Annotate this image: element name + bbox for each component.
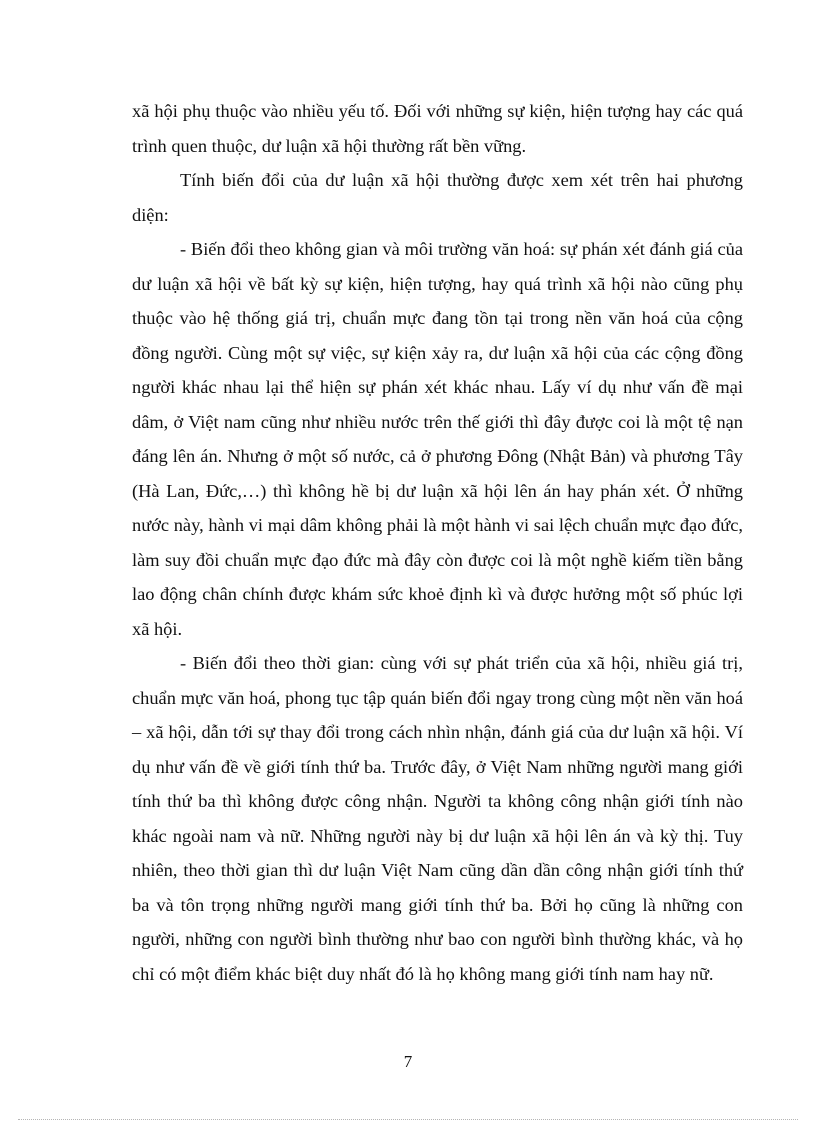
page-number: 7 <box>403 1052 413 1071</box>
paragraph-intro: Tính biến đổi của dư luận xã hội thường được xem xét trên hai phương diện: <box>132 170 743 225</box>
page-bottom-divider <box>18 1119 798 1120</box>
paragraph-continuation: xã hội phụ thuộc vào nhiều yếu tố. Đối với những sự kiện, hiện tượng hay các quá trình quen thuộc, dư luận xã hội thường rất bền vững. <box>132 101 743 156</box>
paragraph-time: - Biến đổi theo thời gian: cùng với sự phát triển của xã hội, nhiều giá trị, chuẩn mực văn hoá, phong tục tập quán biến đổi ngay trong cùng một nền văn hoá – xã hội, dẫn tới sự thay đổi trong cách nhìn nhận, đánh giá của dư luận xã hội. Ví dụ như vấn đề về giới tính thứ ba. Trước đây, ở Việt Nam những người mang giới tính thứ ba thì không được công nhận. Người ta không công nhận giới tính nào khác ngoài nam và nữ. Những người này bị dư luận xã hội lên án và kỳ thị. Tuy nhiên, theo thời gian thì dư luận Việt Nam cũng dần dần công nhận giới tính thứ ba và tôn trọng những người mang giới tính thứ ba. Bởi họ cũng là những con người, những con người bình thường như bao con người bình thường khác, và họ chỉ có một điểm khác biệt duy nhất đó là họ không mang giới tính nam hay nữ. <box>132 653 743 984</box>
body-text <box>132 94 743 991</box>
paragraph-space-culture: - Biến đổi theo không gian và môi trường văn hoá: sự phán xét đánh giá của dư luận xã hội về bất kỳ sự kiện, hiện tượng, hay quá trình xã hội nào cũng phụ thuộc vào hệ thống giá trị, chuẩn mực đang tồn tại trong nền văn hoá của cộng đồng người. Cùng một sự việc, sự kiện xảy ra, dư luận xã hội của các cộng đồng người khác nhau lại thể hiện sự phán xét khác nhau. Lấy ví dụ như vấn đề mại dâm, ở Việt nam cũng như nhiều nước trên thế giới thì đây được coi là một tệ nạn đáng lên án. Nhưng ở một số nước, cả ở phương Đông (Nhật Bản) và phương Tây (Hà Lan, Đức,…) thì không hề bị dư luận xã hội lên án hay phán xét. Ở những nước này, hành vi mại dâm không phải là một hành vi sai lệch chuẩn mực đạo đức, làm suy đồi chuẩn mực đạo đức mà đây còn được coi là một nghề kiếm tiền bằng lao động chân chính được khám sức khoẻ định kì và được hưởng một số phúc lợi xã hội. <box>132 239 743 639</box>
